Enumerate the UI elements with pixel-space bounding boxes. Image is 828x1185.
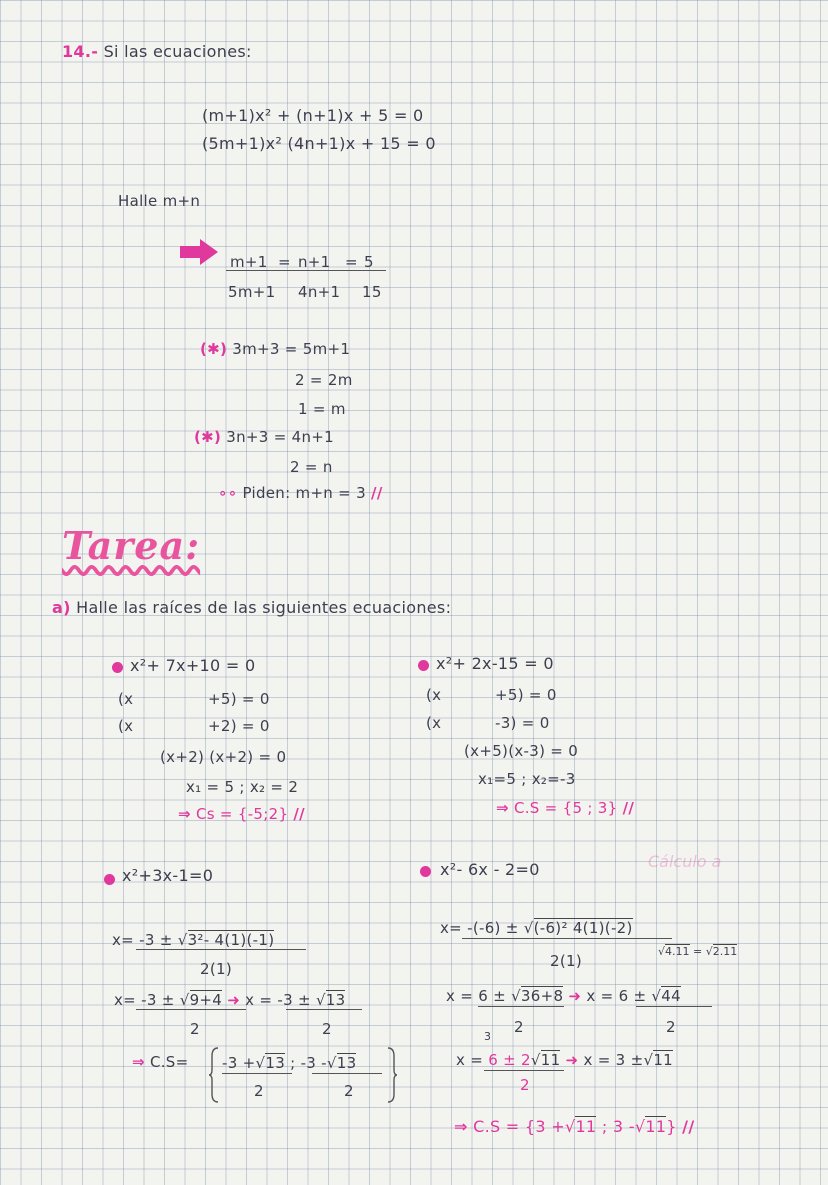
bullet-dot [112, 662, 123, 673]
fraction-bar [226, 270, 386, 271]
sqrt-icon: √ [634, 1117, 646, 1136]
eqD-den4: 2 [520, 1076, 530, 1094]
implies-arrow-icon: ⇒ [496, 799, 509, 817]
eqB-factor1b: +5) = 0 [495, 686, 557, 704]
eqA-factor2a: (x [118, 717, 134, 735]
step-6: ∘∘ Piden: m+n = 3 // [218, 484, 383, 502]
sqrt-icon: √ [326, 1054, 337, 1072]
eqD-formula: x= -(-6) ± √(-6)² 4(1)(-2) [440, 919, 633, 937]
check-mark: // [682, 1117, 695, 1136]
eqC-solution: ⇒ C.S= [132, 1053, 189, 1071]
equation-1: (m+1)x² + (n+1)x + 5 = 0 [202, 106, 424, 125]
check-mark: // [622, 799, 635, 817]
fraction-bar [222, 1073, 292, 1074]
step-3: 1 = m [298, 400, 346, 418]
sqrt-icon: √ [564, 1117, 576, 1136]
eqA-factor1b: +5) = 0 [208, 690, 270, 708]
item-label: a) [52, 598, 71, 617]
eqC-den2: 2 [190, 1020, 200, 1038]
problem-statement: Si las ecuaciones: [103, 42, 252, 61]
tarea-instruction: a) Halle las raíces de las siguientes ecuaciones: [52, 598, 452, 617]
left-brace-icon [208, 1046, 220, 1104]
fraction-bar [636, 1006, 712, 1007]
problem-number: 14.- [62, 42, 99, 61]
implies-arrow-icon: ⇒ [454, 1117, 468, 1136]
faded-note: Cálculo a [648, 852, 722, 871]
eqC-title: x²+3x-1=0 [122, 866, 214, 885]
fraction-bar [286, 1009, 362, 1010]
ratio-eq-a: = [278, 253, 291, 271]
eqC-cs-values: -3 +√13 ; -3 -√13 [222, 1054, 357, 1072]
asterisk-mark: (✱) [194, 428, 222, 446]
ratio-den1: 5m+1 [228, 283, 276, 301]
bullet-dot [418, 660, 429, 671]
fraction-bar [312, 1073, 382, 1074]
ratio-eq-b: = [345, 253, 358, 271]
bullet-dot [420, 866, 431, 877]
sqrt-icon: √ [511, 987, 521, 1005]
fraction-bar [484, 1070, 564, 1071]
check-mark: // [371, 484, 383, 502]
eqD-formula-4: x = 6 ± 2√11 ➜ x = 3 ±√11 [456, 1051, 673, 1069]
bullet-dot [104, 874, 115, 885]
therefore-mark: ∘∘ [218, 484, 238, 502]
eqD-solution: ⇒ C.S = {3 +√11 ; 3 -√11} // [454, 1117, 695, 1136]
eqD-den: 2(1) [550, 952, 582, 970]
fraction-bar [136, 949, 306, 950]
eqB-roots: x₁=5 ; x₂=-3 [478, 770, 576, 788]
asterisk-mark: (✱) [200, 340, 228, 358]
step-2: 2 = 2m [295, 371, 353, 389]
eqD-formula-2: x = 6 ± √36+8 ➜ x = 6 ± √44 [446, 987, 681, 1005]
sqrt-icon: √ [179, 991, 190, 1009]
sqrt-icon: √ [177, 931, 188, 949]
eqD-title: x²- 6x - 2=0 [440, 860, 540, 879]
eqC-cs-den1: 2 [254, 1082, 264, 1100]
eqB-factored: (x+5)(x-3) = 0 [464, 742, 579, 760]
implies-arrow-icon: ⇒ [178, 805, 191, 823]
eqC-formula: x= -3 ± √3²- 4(1)(-1) [112, 931, 275, 949]
fraction-bar [462, 938, 672, 939]
eqB-factor2a: (x [426, 714, 442, 732]
eqB-factor2b: -3) = 0 [495, 714, 550, 732]
eqD-den3: 2 [666, 1018, 676, 1036]
check-mark: // [293, 805, 305, 823]
eqB-solution: ⇒ C.S = {5 ; 3} // [496, 799, 635, 817]
eqD-small3: 3 [484, 1030, 491, 1043]
eqC-cs-den2: 2 [344, 1082, 354, 1100]
fraction-bar [478, 1006, 564, 1007]
sqrt-icon: √ [658, 945, 666, 958]
right-brace-icon [386, 1046, 398, 1104]
find-text: Halle m+n [118, 192, 201, 210]
eqC-den: 2(1) [200, 960, 232, 978]
ratio-num2: n+1 [298, 253, 331, 271]
eqD-side-note: √4.11 = √2.11 [658, 945, 738, 958]
arrow-right-icon: ➜ [227, 991, 241, 1009]
arrow-right-icon: ➜ [568, 987, 582, 1005]
ratio-den2: 4n+1 [298, 283, 341, 301]
arrow-right-icon: ➜ [565, 1051, 579, 1069]
ratio-num1: m+1 [230, 253, 268, 271]
sqrt-icon: √ [315, 991, 326, 1009]
eqA-factor2b: +2) = 0 [208, 717, 270, 735]
ratio-num3: 5 [364, 253, 374, 271]
eqB-factor1a: (x [426, 686, 442, 704]
problem-header [62, 42, 252, 61]
fraction-bar [136, 1009, 246, 1010]
eqA-roots: x₁ = 5 ; x₂ = 2 [186, 778, 299, 796]
sqrt-icon: √ [705, 945, 713, 958]
eqC-den3: 2 [322, 1020, 332, 1038]
sqrt-icon: √ [530, 1051, 541, 1069]
eqA-factor1a: (x [118, 690, 134, 708]
eqA-title: x²+ 7x+10 = 0 [130, 656, 256, 675]
tarea-heading: Tarea: [62, 523, 201, 568]
eqB-title: x²+ 2x-15 = 0 [436, 654, 554, 673]
equation-2: (5m+1)x² (4n+1)x + 15 = 0 [202, 134, 436, 153]
eqA-solution: ⇒ Cs = {-5;2} // [178, 805, 305, 823]
step-4: (✱) 3n+3 = 4n+1 [194, 428, 334, 446]
sqrt-icon: √ [523, 919, 534, 937]
eqD-den2: 2 [514, 1018, 524, 1036]
implies-arrow-icon: ⇒ [132, 1053, 145, 1071]
sqrt-icon: √ [255, 1054, 266, 1072]
eqC-formula-2: x= -3 ± √9+4 ➜ x = -3 ± √13 [114, 991, 346, 1009]
sqrt-icon: √ [643, 1051, 654, 1069]
arrow-right-icon [178, 237, 220, 267]
step-1: (✱) 3m+3 = 5m+1 [200, 340, 351, 358]
sqrt-icon: √ [651, 987, 662, 1005]
ratio-den3: 15 [362, 283, 382, 301]
eqA-factored: (x+2) (x+2) = 0 [160, 748, 287, 766]
step-5: 2 = n [290, 458, 333, 476]
